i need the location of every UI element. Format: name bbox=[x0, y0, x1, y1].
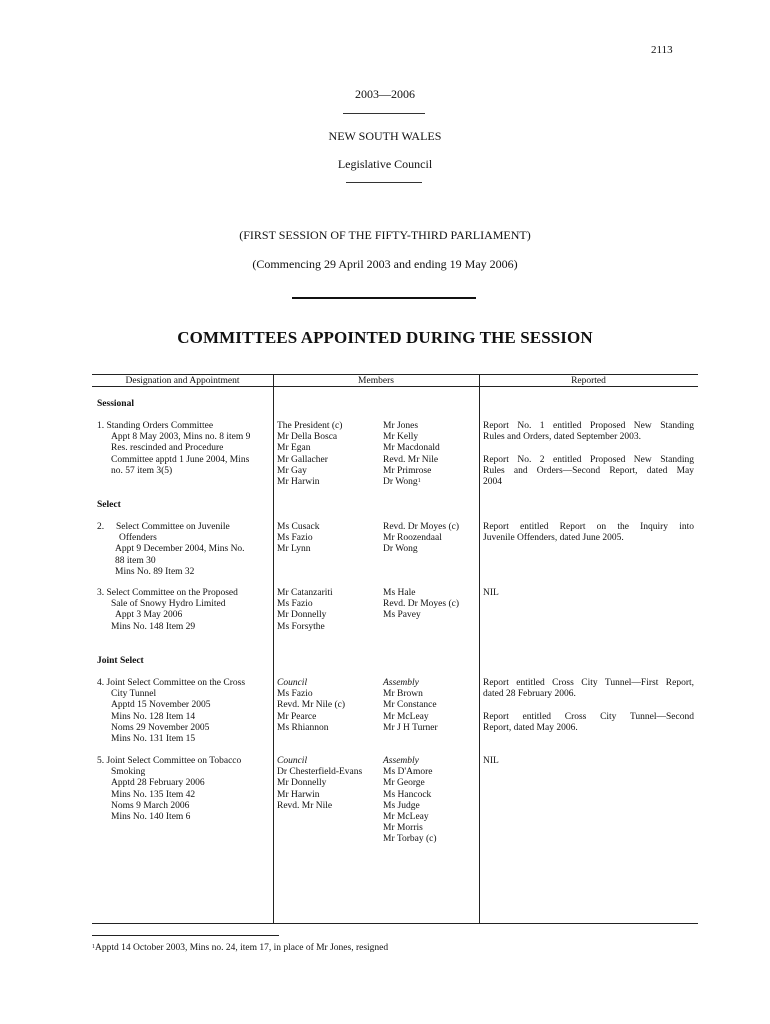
committee-1-members-a bbox=[277, 421, 342, 488]
designation-line: Committee apptd 1 June 2004, Mins bbox=[111, 454, 250, 465]
committee-5-members-b bbox=[383, 756, 437, 846]
member: Mr Jones bbox=[383, 421, 419, 431]
designation-line: 88 item 30 bbox=[115, 555, 156, 566]
council-label: Council bbox=[277, 678, 308, 688]
member: Mr McLeay bbox=[383, 711, 429, 722]
member: Mr Primrose bbox=[383, 465, 432, 476]
session-heading: (FIRST SESSION OF THE FIFTY-THIRD PARLIAMENT) bbox=[239, 228, 531, 242]
member: Ms Hancock bbox=[383, 789, 432, 800]
member: Ms Judge bbox=[383, 800, 420, 811]
designation-line: Mins No. 128 Item 14 bbox=[111, 711, 196, 722]
member: Mr Donnelly bbox=[277, 778, 327, 789]
designation-line: Appt 9 December 2004, Mins No. bbox=[115, 544, 245, 555]
member: Ms Forsythe bbox=[277, 621, 325, 632]
designation-line: Apptd 28 February 2006 bbox=[111, 778, 205, 789]
house-underline bbox=[346, 182, 422, 183]
member: Revd. Dr Moyes (c) bbox=[383, 599, 459, 610]
member: Revd. Mr Nile bbox=[383, 454, 439, 465]
footnote bbox=[92, 943, 388, 953]
designation-line: City Tunnel bbox=[111, 689, 157, 700]
designation-line: Appt 3 May 2006 bbox=[115, 610, 183, 621]
table-bottom-rule bbox=[92, 923, 698, 924]
member: Mr Brown bbox=[383, 689, 423, 700]
designation-line: 4. Joint Select Committee on the Cross bbox=[97, 678, 246, 688]
report-line: Report entitled Cross City Tunnel—First Report, bbox=[483, 678, 694, 688]
member: Mr Lynn bbox=[277, 544, 311, 555]
committee-5-reported bbox=[483, 756, 694, 767]
designation-line: Mins No. 140 Item 6 bbox=[111, 812, 191, 823]
designation-line: Mins No. 89 Item 32 bbox=[115, 566, 195, 577]
designation-line: Noms 9 March 2006 bbox=[111, 800, 190, 811]
designation-line: Res. rescinded and Procedure bbox=[111, 443, 224, 454]
committee-2-designation bbox=[97, 522, 269, 578]
committee-4-reported bbox=[483, 678, 694, 734]
committee-3-members-b bbox=[383, 588, 459, 622]
member: Mr McLeay bbox=[383, 812, 429, 823]
committee-5-designation bbox=[97, 756, 269, 823]
committee-2-members-b bbox=[383, 522, 459, 556]
assembly-label: Assembly bbox=[383, 756, 419, 766]
section-heading-select: Select bbox=[97, 500, 121, 510]
member: Ms Fazio bbox=[277, 689, 313, 700]
committee-2-members-a bbox=[277, 522, 320, 556]
designation-line: Noms 29 November 2005 bbox=[111, 722, 210, 733]
member: The President (c) bbox=[277, 421, 343, 431]
member: Ms Rhiannon bbox=[277, 722, 329, 733]
member: Mr Gallacher bbox=[277, 454, 328, 465]
member: Mr Torbay (c) bbox=[383, 834, 437, 845]
designation-line: Sale of Snowy Hydro Limited bbox=[111, 599, 226, 610]
member: Mr Roozendaal bbox=[383, 533, 442, 544]
member: Dr Wong bbox=[383, 477, 418, 488]
member: Mr George bbox=[383, 778, 425, 789]
section-heading-sessional: Sessional bbox=[97, 399, 134, 409]
committee-4-designation bbox=[97, 678, 269, 745]
footnote-text: Apptd 14 October 2003, Mins no. 24, item 17, in place of Mr Jones, resigned bbox=[95, 943, 389, 953]
report-line: Juvenile Offenders, dated June 2005. bbox=[483, 533, 624, 544]
column-divider-2 bbox=[479, 374, 480, 924]
member: Ms Fazio bbox=[277, 533, 313, 544]
designation-line: 1. Standing Orders Committee bbox=[97, 421, 214, 431]
committees-table bbox=[92, 374, 698, 924]
member: Mr Della Bosca bbox=[277, 432, 338, 443]
years-underline bbox=[343, 113, 425, 114]
report-line: NIL bbox=[483, 756, 499, 766]
member: Ms Hale bbox=[383, 588, 416, 598]
column-header-designation: Designation and Appointment bbox=[125, 376, 240, 386]
member: Dr Wong bbox=[383, 544, 418, 555]
council-label: Council bbox=[277, 756, 308, 766]
footnote-reference: 1 bbox=[417, 478, 421, 485]
house-heading: Legislative Council bbox=[337, 157, 433, 171]
member: Ms D'Amore bbox=[383, 767, 433, 778]
state-heading: NEW SOUTH WALES bbox=[328, 129, 442, 143]
member: Mr Morris bbox=[383, 823, 423, 834]
committee-4-members-a bbox=[277, 678, 345, 734]
column-header-members: Members bbox=[358, 376, 394, 386]
committee-1-members-b bbox=[383, 421, 440, 488]
member: Ms Cusack bbox=[277, 522, 320, 532]
footnote-rule bbox=[92, 935, 279, 936]
committee-4-members-b bbox=[383, 678, 438, 734]
designation-line: Smoking bbox=[111, 767, 146, 778]
member: Revd. Mr Nile (c) bbox=[277, 700, 346, 711]
page-title: COMMITTEES APPOINTED DURING THE SESSION bbox=[177, 328, 593, 347]
report-line: dated 28 February 2006. bbox=[483, 689, 576, 700]
member: Revd. Dr Moyes (c) bbox=[383, 522, 459, 532]
years-heading: 2003—2006 bbox=[355, 87, 415, 101]
member: Mr Egan bbox=[277, 443, 311, 454]
member: Revd. Mr Nile bbox=[277, 800, 333, 811]
member: Mr Harwin bbox=[277, 789, 320, 800]
committee-5-members-a bbox=[277, 756, 362, 812]
designation-line: no. 57 item 3(5) bbox=[111, 465, 173, 476]
member: Mr Donnelly bbox=[277, 610, 327, 621]
designation-line: 3. Select Committee on the Proposed bbox=[97, 588, 238, 598]
committee-2-reported bbox=[483, 522, 694, 544]
designation-line: Apptd 15 November 2005 bbox=[111, 700, 211, 711]
column-divider-1 bbox=[273, 374, 274, 924]
designation-line: Offenders bbox=[119, 533, 157, 544]
report-spacer bbox=[483, 700, 694, 711]
committee-3-reported bbox=[483, 588, 694, 599]
report-line: NIL bbox=[483, 588, 499, 598]
member: Mr Kelly bbox=[383, 432, 419, 443]
column-header-reported: Reported bbox=[571, 376, 606, 386]
member: Mr Harwin bbox=[277, 477, 320, 488]
member: Mr J H Turner bbox=[383, 722, 438, 733]
report-line: Rules and Orders—Second Report, dated May bbox=[483, 465, 694, 476]
designation-line: 5. Joint Select Committee on Tobacco bbox=[97, 756, 242, 766]
report-line: Report entitled Cross City Tunnel—Second bbox=[483, 711, 694, 722]
committee-1-designation bbox=[97, 421, 269, 477]
committee-3-members-a bbox=[277, 588, 333, 633]
member: Mr Macdonald bbox=[383, 443, 440, 454]
designation-line: Mins No. 135 Item 42 bbox=[111, 789, 196, 800]
committee-1-reported bbox=[483, 421, 694, 488]
member: Dr Chesterfield-Evans bbox=[277, 767, 363, 778]
designation-line: Mins No. 131 Item 15 bbox=[111, 734, 196, 745]
report-line: Rules and Orders, dated September 2003. bbox=[483, 432, 642, 443]
member: Mr Constance bbox=[383, 700, 437, 711]
dates-heading: (Commencing 29 April 2003 and ending 19 May 2006) bbox=[252, 257, 518, 271]
member-with-footnote bbox=[383, 477, 440, 488]
footnote-marker: 1 bbox=[92, 944, 95, 950]
designation-line: Appt 8 May 2003, Mins no. 8 item 9 bbox=[111, 432, 251, 443]
report-line: Report No. 2 entitled Proposed New Standing bbox=[483, 454, 694, 465]
committee-3-designation bbox=[97, 588, 269, 633]
report-line: Report, dated May 2006. bbox=[483, 722, 578, 733]
table-top-rule bbox=[92, 374, 698, 375]
member: Mr Catanzariti bbox=[277, 588, 333, 598]
report-line: Report entitled Report on the Inquiry into bbox=[483, 522, 694, 532]
member: Mr Gay bbox=[277, 465, 307, 476]
page-number: 2113 bbox=[651, 44, 673, 56]
title-rule bbox=[292, 297, 476, 299]
designation-line: Mins No. 148 Item 29 bbox=[111, 621, 196, 632]
report-line: Report No. 1 entitled Proposed New Standing bbox=[483, 421, 694, 431]
member: Ms Fazio bbox=[277, 599, 313, 610]
assembly-label: Assembly bbox=[383, 678, 419, 688]
section-heading-joint-select: Joint Select bbox=[97, 656, 144, 666]
report-spacer bbox=[483, 443, 694, 454]
report-line: 2004 bbox=[483, 477, 502, 487]
designation-line: 2. Select Committee on Juvenile bbox=[97, 522, 230, 532]
member: Ms Pavey bbox=[383, 610, 421, 621]
member: Mr Pearce bbox=[277, 711, 317, 722]
